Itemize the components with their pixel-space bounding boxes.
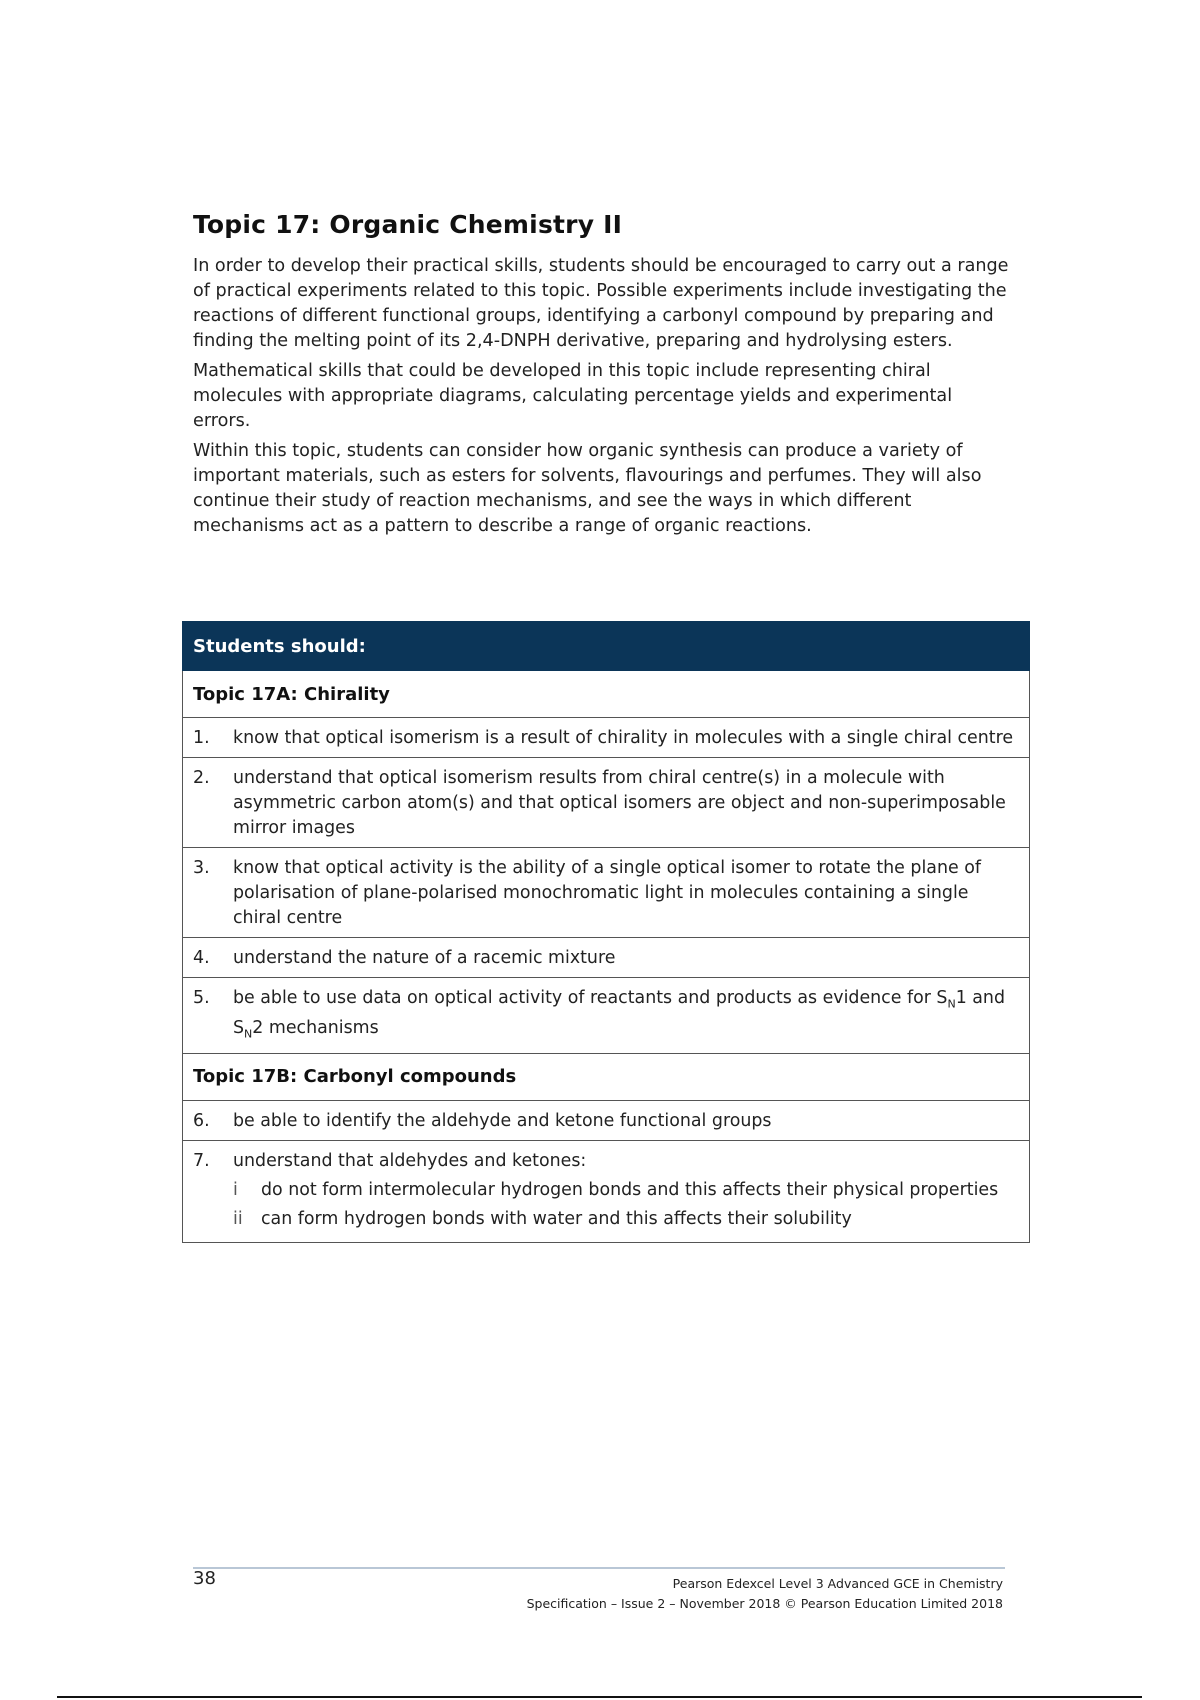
specification-table [182,621,1030,1243]
sub-list [233,1178,1019,1232]
spec-item-3 [183,848,1029,937]
item-number: 5. [193,988,210,1008]
sub-item-i [233,1178,1019,1203]
item-number: 3. [193,858,210,878]
spec-item-4 [183,938,1029,977]
item-text: understand that aldehydes and ketones: [233,1150,587,1171]
subscript: N [947,997,956,1011]
item-number: 2. [193,768,210,788]
item-number: 7. [193,1150,210,1171]
spec-item-2 [183,758,1029,847]
item-text: understand that optical isomerism results from chiral centre(s) in a molecule with asymmetric carbon atom(s) and that optical isomers are object and non-superimposable mirror images [233,768,1006,838]
intro-section [193,254,1013,544]
page-title: Topic 17: Organic Chemistry II [193,210,623,239]
item-number: 4. [193,948,210,968]
item-number: 6. [193,1110,210,1131]
item-number: 1. [193,728,210,748]
table-row [183,848,1030,938]
item-text-part: 2 mechanisms [252,1018,379,1039]
footer-divider [193,1567,1005,1569]
intro-paragraph: Within this topic, students can consider how organic synthesis can produce a variety of important materials, such as esters for solvents, flavourings and perfumes. They will also continue their study of reaction mechanisms, and see the ways in which different mechanisms act as a pattern to describe a range of organic reactions. [193,441,982,536]
footer-line-2: Specification – Issue 2 – November 2018 © Pearson Education Limited 2018 [526,1596,1003,1611]
section-header-row [183,671,1030,718]
table-row [183,718,1030,758]
spec-item-7 [183,1141,1029,1242]
item-text-part: 1 and S [233,988,1005,1039]
page-number: 38 [193,1568,216,1589]
item-text: know that optical activity is the ability of a single optical isomer to rotate the plane of polarisation of plane-polarised monochromatic light in molecules containing a single chiral centre [233,858,981,928]
item-text: be able to identify the aldehyde and ketone functional groups [233,1110,772,1131]
table-row [183,758,1030,848]
section-title-17b: Topic 17B: Carbonyl compounds [183,1053,1030,1100]
section-header-row [183,1053,1030,1100]
spec-item-6 [183,1101,1029,1140]
sub-item-ii [233,1207,1019,1232]
table-row [183,978,1030,1054]
table-header: Students should: [183,622,1030,671]
intro-paragraph: In order to develop their practical skills, students should be encouraged to carry out a range of practical experiments related to this topic. Possible experiments include investigating the reactions of different functional groups, identifying a carbonyl compound by preparing and finding the melting point of its 2,4-DNPH derivative, preparing and hydrolysing esters. [193,256,1009,351]
sub-item-text: can form hydrogen bonds with water and this affects their solubility [261,1208,852,1229]
bottom-divider [57,1696,1142,1698]
table-header-row [183,622,1030,671]
item-content [233,1149,1019,1236]
table-row [183,1140,1030,1242]
sub-item-label: i [233,1179,238,1200]
sub-item-label: ii [233,1208,243,1229]
footer-text [527,1574,1003,1614]
table-row [183,938,1030,978]
item-text: understand the nature of a racemic mixture [233,948,616,968]
spec-item-5 [183,978,1029,1053]
footer-line-1: Pearson Edexcel Level 3 Advanced GCE in Chemistry [672,1576,1003,1591]
table-row [183,1100,1030,1140]
subscript: N [244,1027,253,1041]
spec-item-1 [183,718,1029,757]
item-text [233,986,1019,1047]
item-text: know that optical isomerism is a result of chirality in molecules with a single chiral centre [233,728,1014,748]
intro-paragraph: Mathematical skills that could be developed in this topic include representing chiral molecules with appropriate diagrams, calculating percentage yields and experimental errors. [193,361,953,431]
sub-item-text: do not form intermolecular hydrogen bonds and this affects their physical properties [261,1179,999,1200]
item-text-part: be able to use data on optical activity of reactants and products as evidence for S [233,988,948,1008]
section-title-17a: Topic 17A: Chirality [183,671,1030,718]
